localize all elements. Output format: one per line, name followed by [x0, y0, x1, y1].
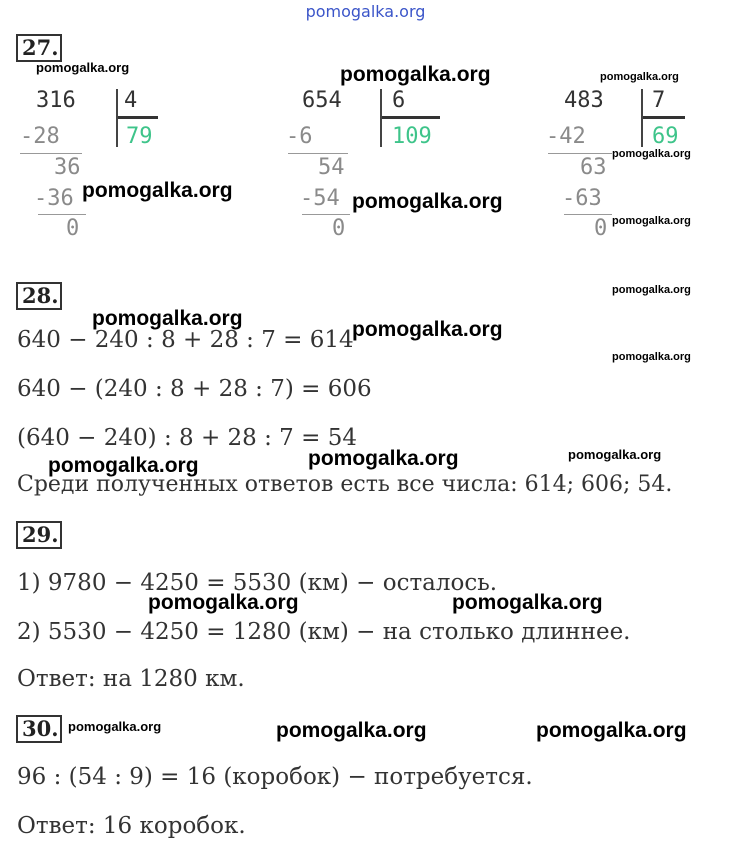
watermark: pomogalka.org: [612, 215, 691, 227]
watermark: pomogalka.org: [82, 179, 233, 202]
task-28-expression-2: 640 − (240 : 8 + 28 : 7) = 606: [17, 376, 372, 402]
task-30-expression: 96 : (54 : 9) = 16 (коробок) − потребуется.: [17, 764, 533, 790]
task-30-answer: Ответ: 16 коробок.: [17, 813, 246, 839]
task-28-number: 28.: [16, 282, 62, 310]
dividend: 316: [36, 88, 76, 113]
underline-2: [38, 214, 86, 215]
task-27-number: 27.: [16, 34, 62, 62]
watermark: pomogalka.org: [48, 454, 199, 477]
header-watermark: pomogalka.org: [305, 2, 426, 21]
subtrahend-2: -36: [34, 186, 74, 211]
remainder-2: 0: [66, 216, 80, 241]
remainder-1: 54: [318, 155, 345, 180]
task-28-conclusion: Среди полученных ответов есть все числа: 614; 606; 54.: [17, 472, 673, 497]
task-28-expression-3: (640 − 240) : 8 + 28 : 7 = 54: [17, 425, 357, 451]
watermark: pomogalka.org: [536, 719, 687, 742]
division-horizontal-line: [118, 116, 158, 119]
remainder-1: 36: [54, 155, 81, 180]
remainder-2: 0: [332, 216, 346, 241]
task-29-answer: Ответ: на 1280 км.: [17, 666, 245, 692]
watermark: pomogalka.org: [148, 591, 299, 614]
divisor: 6: [392, 88, 406, 113]
watermark: pomogalka.org: [568, 447, 662, 462]
watermark: pomogalka.org: [352, 318, 503, 341]
subtrahend-1: -42: [546, 124, 586, 149]
watermark: pomogalka.org: [92, 307, 243, 330]
task-29-step-1: 1) 9780 − 4250 = 5530 (км) − осталось.: [17, 570, 498, 596]
underline-1: [288, 153, 348, 154]
quotient: 109: [392, 124, 432, 149]
watermark: pomogalka.org: [352, 190, 503, 213]
task-28-expression-1: 640 − 240 : 8 + 28 : 7 = 614: [17, 327, 354, 353]
task-30-number: 30.: [16, 715, 62, 743]
watermark: pomogalka.org: [36, 60, 130, 75]
watermark: pomogalka.org: [612, 351, 691, 363]
watermark: pomogalka.org: [452, 591, 603, 614]
dividend: 654: [302, 88, 342, 113]
watermark: pomogalka.org: [308, 447, 459, 470]
watermark: pomogalka.org: [612, 284, 691, 296]
division-horizontal-line: [382, 116, 440, 119]
quotient: 79: [126, 124, 153, 149]
division-horizontal-line: [643, 116, 685, 119]
task-29-number: 29.: [16, 521, 62, 549]
underline-1: [20, 153, 82, 154]
watermark: pomogalka.org: [612, 148, 691, 160]
subtrahend-1: -6: [286, 124, 313, 149]
subtrahend-2: -54: [300, 186, 340, 211]
remainder-2: 0: [594, 216, 608, 241]
watermark: pomogalka.org: [276, 719, 427, 742]
dividend: 483: [564, 88, 604, 113]
divisor: 4: [124, 88, 138, 113]
remainder-1: 63: [580, 155, 607, 180]
watermark: pomogalka.org: [68, 719, 162, 734]
underline-2: [302, 214, 350, 215]
watermark: pomogalka.org: [600, 71, 679, 83]
divisor: 7: [652, 88, 666, 113]
underline-1: [548, 153, 612, 154]
subtrahend-1: -28: [20, 124, 60, 149]
watermark: pomogalka.org: [340, 63, 491, 86]
quotient: 69: [652, 124, 679, 149]
subtrahend-2: -63: [562, 186, 602, 211]
underline-2: [564, 214, 612, 215]
task-29-step-2: 2) 5530 − 4250 = 1280 (км) − на столько длиннее.: [17, 619, 631, 645]
